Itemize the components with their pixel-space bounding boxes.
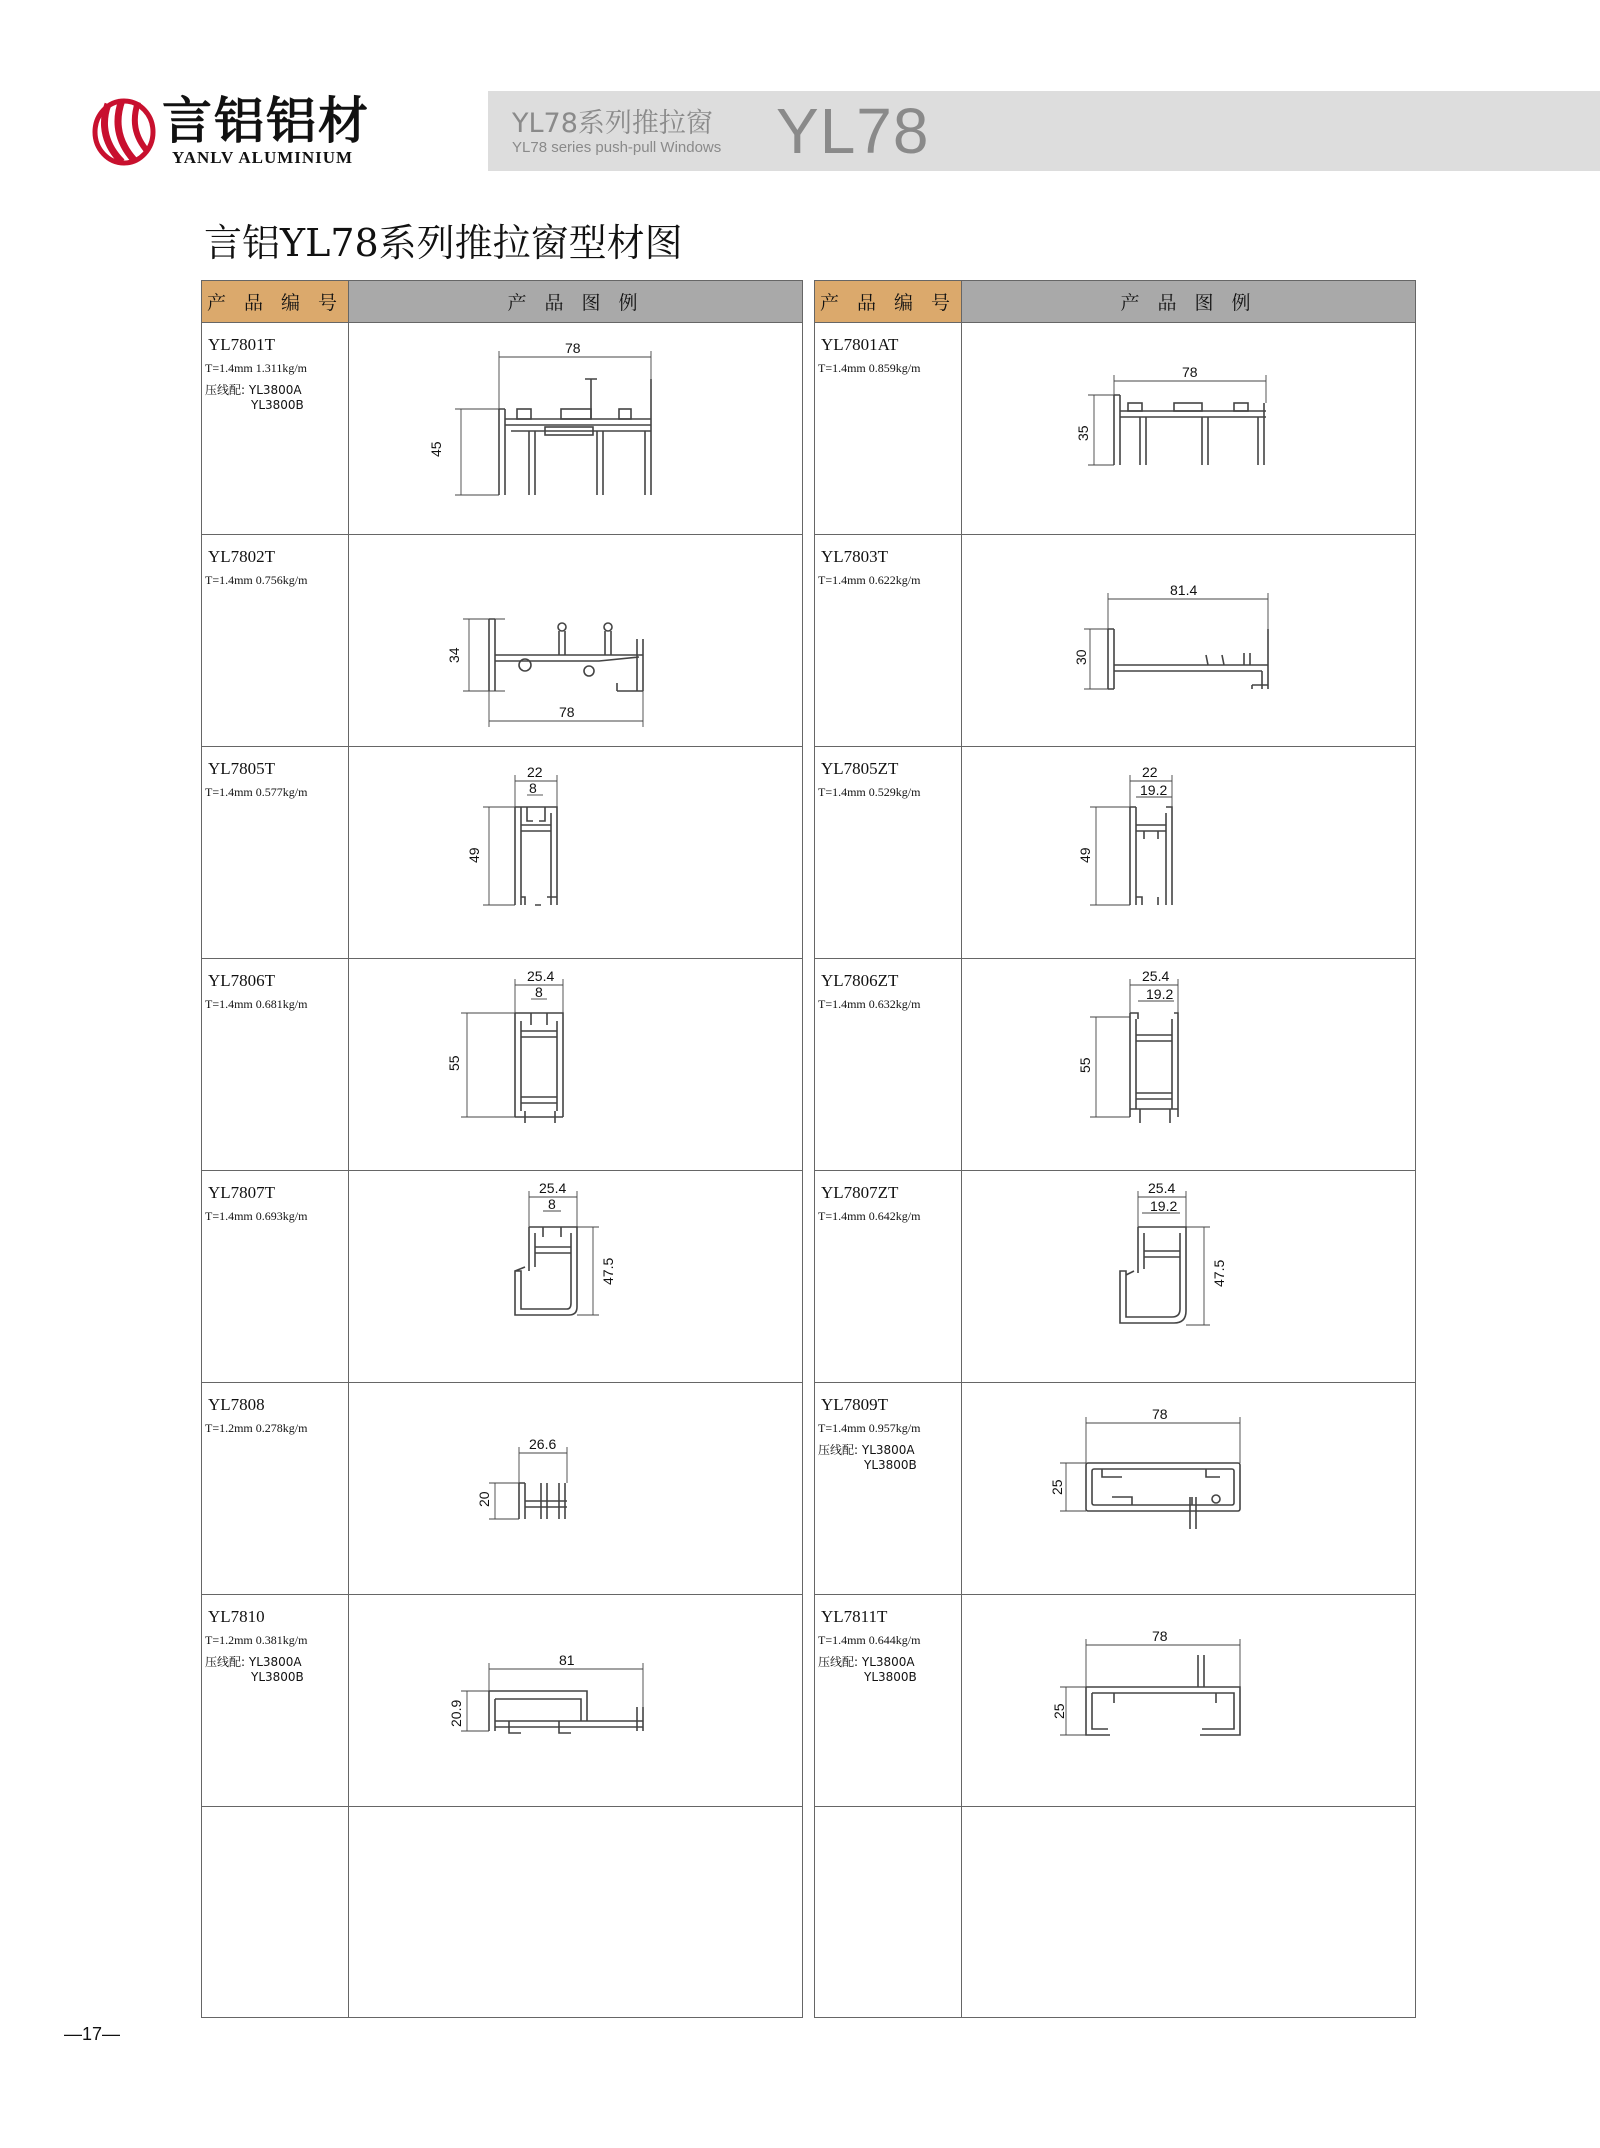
table-row: [202, 1383, 802, 1595]
table-row: [815, 323, 1415, 535]
dim-slot: 8: [529, 780, 537, 796]
header-product-image: 产 品 图 例: [349, 281, 802, 323]
table-row: [815, 535, 1415, 747]
table-row: [815, 1171, 1415, 1383]
dim-width: 81: [559, 1652, 575, 1668]
dim-width: 78: [1182, 364, 1198, 380]
profile-drawing-cell: [962, 535, 1415, 746]
profile-drawing-cell: [962, 1383, 1415, 1594]
product-spec: T=1.4mm 0.957kg/m: [818, 1421, 921, 1435]
match-extra: YL3800B: [864, 1670, 917, 1684]
profile-drawing: [349, 1383, 802, 1594]
product-code: YL7810: [208, 1607, 265, 1626]
profile-drawing: [962, 1595, 1415, 1806]
product-code: YL7807ZT: [821, 1183, 899, 1202]
product-code-cell: [202, 1383, 349, 1594]
match-extra: YL3800B: [864, 1458, 917, 1472]
dim-height: 25: [1051, 1703, 1067, 1719]
product-code: YL7808: [208, 1395, 265, 1414]
table-row: [815, 1595, 1415, 1807]
dim-height: 55: [446, 1055, 462, 1071]
dim-slot: 8: [535, 984, 543, 1000]
profile-drawing-cell: [962, 959, 1415, 1170]
product-code: YL7805T: [208, 759, 276, 778]
product-spec: T=1.4mm 0.859kg/m: [818, 361, 921, 375]
match-extra: YL3800B: [251, 1670, 304, 1684]
dim-height: 25: [1049, 1479, 1065, 1495]
profile-drawing-cell: [349, 1171, 802, 1382]
product-match: [818, 1655, 917, 1685]
empty-drawing-cell: [962, 1807, 1415, 2017]
dim-height: 20: [476, 1491, 492, 1507]
profile-drawing: [349, 747, 802, 958]
dim-slot: 19.2: [1146, 986, 1174, 1002]
product-code-cell: [815, 747, 962, 958]
product-spec: T=1.4mm 1.311kg/m: [205, 361, 307, 375]
product-match: [205, 383, 304, 413]
product-code-cell: [815, 1595, 962, 1806]
product-code: YL7807T: [208, 1183, 276, 1202]
profile-drawing: [962, 535, 1415, 746]
profile-drawing-cell: [962, 1171, 1415, 1382]
brand-name-cn: 言铝铝材: [162, 92, 370, 150]
page-title: 言铝YL78系列推拉窗型材图: [204, 221, 683, 265]
header-product-code: 产 品 编 号: [202, 281, 349, 323]
brand-mark-icon: [92, 96, 156, 168]
product-match: [818, 1443, 917, 1473]
product-code-cell: [815, 535, 962, 746]
empty-code-cell: [815, 1807, 962, 2017]
product-spec: T=1.2mm 0.278kg/m: [205, 1421, 308, 1435]
product-code-cell: [202, 959, 349, 1170]
dim-width: 78: [1152, 1628, 1168, 1644]
profile-drawing-cell: [349, 535, 802, 746]
dim-height: 49: [466, 847, 482, 863]
profile-drawing-cell: [349, 323, 802, 534]
table-row: [202, 959, 802, 1171]
dim-width: 78: [565, 340, 581, 356]
product-code-cell: [202, 1171, 349, 1382]
dim-width: 78: [559, 704, 575, 720]
profile-drawing-cell: [349, 959, 802, 1170]
profile-drawing-cell: [349, 1383, 802, 1594]
dim-width: 78: [1152, 1406, 1168, 1422]
header-product-image: 产 品 图 例: [962, 281, 1415, 323]
dim-width: 22: [527, 764, 543, 780]
product-spec: T=1.4mm 0.756kg/m: [205, 573, 308, 587]
table-row: [202, 535, 802, 747]
table-row: [202, 1171, 802, 1383]
product-spec: T=1.4mm 0.693kg/m: [205, 1209, 308, 1223]
dim-height: 30: [1073, 649, 1089, 665]
dim-slot: 19.2: [1140, 782, 1168, 798]
table-row: [202, 747, 802, 959]
profile-table-right: [814, 280, 1416, 2018]
profile-drawing-cell: [349, 1595, 802, 1806]
profile-drawing: [349, 959, 802, 1170]
profile-drawing: [349, 323, 802, 534]
profile-drawing: [349, 1595, 802, 1806]
product-code: YL7802T: [208, 547, 276, 566]
table-row: [815, 1383, 1415, 1595]
product-spec: T=1.4mm 0.529kg/m: [818, 785, 921, 799]
empty-code-cell: [202, 1807, 349, 2017]
product-match: [205, 1655, 304, 1685]
match-label: 压线配: YL3800A: [205, 383, 302, 397]
dim-slot: 19.2: [1150, 1198, 1178, 1214]
product-code: YL7801AT: [821, 335, 899, 354]
dim-width: 25.4: [539, 1180, 567, 1196]
dim-width: 25.4: [1148, 1180, 1176, 1196]
profile-drawing: [962, 1171, 1415, 1382]
table-row: [202, 323, 802, 535]
product-code-cell: [202, 1595, 349, 1806]
profile-drawing: [962, 959, 1415, 1170]
brand-logo: [92, 92, 392, 172]
profile-table-left: [201, 280, 803, 2018]
product-code: YL7801T: [208, 335, 276, 354]
dim-width: 22: [1142, 764, 1158, 780]
match-extra: YL3800B: [251, 398, 304, 412]
product-code-cell: [815, 1383, 962, 1594]
product-spec: T=1.4mm 0.577kg/m: [205, 785, 308, 799]
brand-name-en: YANLV ALUMINIUM: [172, 148, 354, 167]
product-code-cell: [202, 535, 349, 746]
profile-drawing-cell: [962, 1595, 1415, 1806]
product-code: YL7806T: [208, 971, 276, 990]
profile-drawing-cell: [962, 323, 1415, 534]
profile-drawing: [962, 1383, 1415, 1594]
profile-drawing: [962, 747, 1415, 958]
profile-drawing: [349, 535, 802, 746]
match-label: 压线配: YL3800A: [818, 1655, 915, 1669]
dim-height: 47.5: [1211, 1259, 1227, 1287]
dim-width: 26.6: [529, 1436, 557, 1452]
dim-height: 45: [428, 441, 444, 457]
dim-width: 81.4: [1170, 582, 1198, 598]
dim-height: 20.9: [448, 1699, 464, 1727]
match-label: 压线配: YL3800A: [818, 1443, 915, 1457]
product-spec: T=1.4mm 0.632kg/m: [818, 997, 921, 1011]
profile-drawing-cell: [349, 747, 802, 958]
dim-width: 25.4: [1142, 968, 1170, 984]
table-row-empty: [815, 1807, 1415, 2017]
product-code-cell: [202, 323, 349, 534]
product-code: YL7809T: [821, 1395, 889, 1414]
profile-drawing-cell: [962, 747, 1415, 958]
series-name-en: YL78 series push-pull Windows: [512, 139, 722, 156]
series-banner: [488, 91, 1600, 171]
series-code: YL78: [776, 95, 930, 167]
dim-slot: 8: [548, 1196, 556, 1212]
product-code: YL7803T: [821, 547, 889, 566]
profile-drawing: [962, 323, 1415, 534]
product-spec: T=1.4mm 0.642kg/m: [818, 1209, 921, 1223]
match-label: 压线配: YL3800A: [205, 1655, 302, 1669]
series-name-cn: YL78系列推拉窗: [512, 108, 713, 139]
product-spec: T=1.4mm 0.622kg/m: [818, 573, 921, 587]
product-code-cell: [815, 1171, 962, 1382]
table-row: [202, 1595, 802, 1807]
product-code-cell: [815, 959, 962, 1170]
product-code: YL7805ZT: [821, 759, 899, 778]
dim-height: 47.5: [600, 1257, 616, 1285]
header-product-code: 产 品 编 号: [815, 281, 962, 323]
product-spec: T=1.2mm 0.381kg/m: [205, 1633, 308, 1647]
table-row: [815, 959, 1415, 1171]
dim-height: 34: [446, 647, 462, 663]
product-spec: T=1.4mm 0.681kg/m: [205, 997, 308, 1011]
product-code-cell: [815, 323, 962, 534]
product-spec: T=1.4mm 0.644kg/m: [818, 1633, 921, 1647]
profile-drawing: [349, 1171, 802, 1382]
dim-width: 25.4: [527, 968, 555, 984]
product-code: YL7806ZT: [821, 971, 899, 990]
table-row: [815, 747, 1415, 959]
dim-height: 49: [1077, 847, 1093, 863]
page-number: —17—: [64, 2024, 121, 2044]
dim-height: 55: [1077, 1057, 1093, 1073]
product-code: YL7811T: [821, 1607, 888, 1626]
dim-height: 35: [1075, 425, 1091, 441]
table-row-empty: [202, 1807, 802, 2017]
product-code-cell: [202, 747, 349, 958]
empty-drawing-cell: [349, 1807, 802, 2017]
